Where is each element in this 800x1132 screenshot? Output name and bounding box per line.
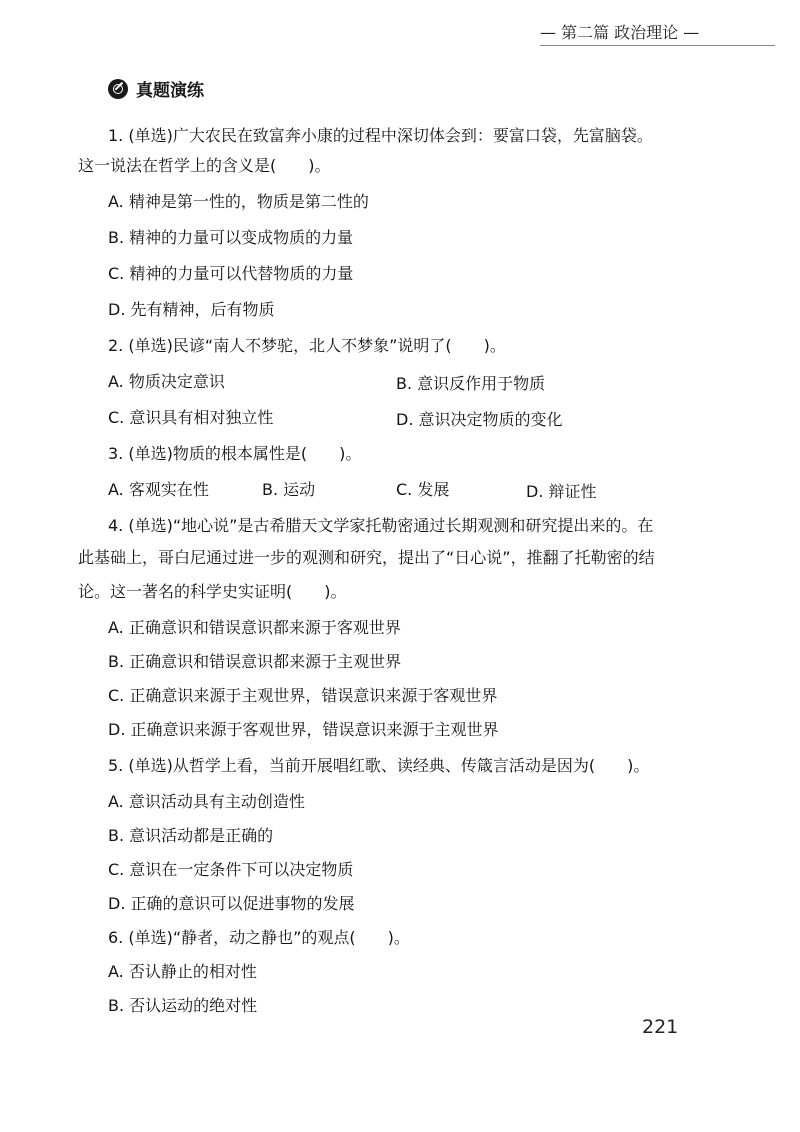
target-icon [108, 79, 128, 99]
question-3-option-d: D. 辩证性 [526, 482, 597, 501]
section-title: 真题演练 [136, 81, 204, 101]
question-4-stem-line-2: 此基础上，哥白尼通过进一步的观测和研究，提出了“日心说”，推翻了托勒密的结 [78, 548, 655, 567]
question-4-option-b: B. 正确意识和错误意识都来源于主观世界 [108, 652, 402, 671]
question-2-option-c: C. 意识具有相对独立性 [108, 408, 274, 427]
question-1-stem-line-1: 1. (单选)广大农民在致富奔小康的过程中深切体会到：要富口袋，先富脑袋。 [108, 126, 653, 145]
question-4-option-a: A. 正确意识和错误意识都来源于客观世界 [108, 618, 401, 637]
question-6-option-a: A. 否认静止的相对性 [108, 962, 257, 981]
question-3-option-b: B. 运动 [262, 480, 316, 499]
section-heading [108, 76, 204, 101]
question-5-stem: 5. (单选)从哲学上看，当前开展唱红歌、读经典、传箴言活动是因为( )。 [108, 756, 650, 775]
question-1-option-b: B. 精神的力量可以变成物质的力量 [108, 228, 354, 247]
question-4-stem-line-1: 4. (单选)“地心说”是古希腊天文学家托勒密通过长期观测和研究提出来的。在 [108, 516, 654, 535]
question-1-option-a: A. 精神是第一性的，物质是第二性的 [108, 192, 369, 211]
running-header: — 第二篇 政治理论 — [540, 20, 775, 46]
question-3-option-c: C. 发展 [396, 480, 450, 499]
question-5-option-a: A. 意识活动具有主动创造性 [108, 792, 305, 811]
question-1-option-c: C. 精神的力量可以代替物质的力量 [108, 264, 354, 283]
question-3-stem: 3. (单选)物质的根本属性是( )。 [108, 444, 362, 463]
question-2-option-d: D. 意识决定物质的变化 [396, 410, 563, 429]
question-1-stem-line-2: 这一说法在哲学上的含义是( )。 [78, 156, 331, 175]
question-2-option-a: A. 物质决定意识 [108, 372, 225, 391]
question-5-option-b: B. 意识活动都是正确的 [108, 826, 274, 845]
question-2-stem: 2. (单选)民谚“南人不梦驼，北人不梦象”说明了( )。 [108, 336, 506, 355]
question-6-stem: 6. (单选)“静者，动之静也”的观点( )。 [108, 928, 410, 947]
question-4-option-c: C. 正确意识来源于主观世界，错误意识来源于客观世界 [108, 686, 498, 705]
question-5-option-c: C. 意识在一定条件下可以决定物质 [108, 860, 354, 879]
question-5-option-d: D. 正确的意识可以促进事物的发展 [108, 894, 355, 913]
question-1-option-d: D. 先有精神，后有物质 [108, 300, 275, 319]
page-number: 221 [642, 1016, 679, 1038]
question-4-option-d: D. 正确意识来源于客观世界，错误意识来源于主观世界 [108, 720, 499, 739]
question-4-stem-line-3: 论。这一著名的科学史实证明( )。 [78, 582, 347, 601]
question-2-option-b: B. 意识反作用于物质 [396, 374, 546, 393]
question-6-option-b: B. 否认运动的绝对性 [108, 996, 258, 1015]
question-3-option-a: A. 客观实在性 [108, 480, 209, 499]
